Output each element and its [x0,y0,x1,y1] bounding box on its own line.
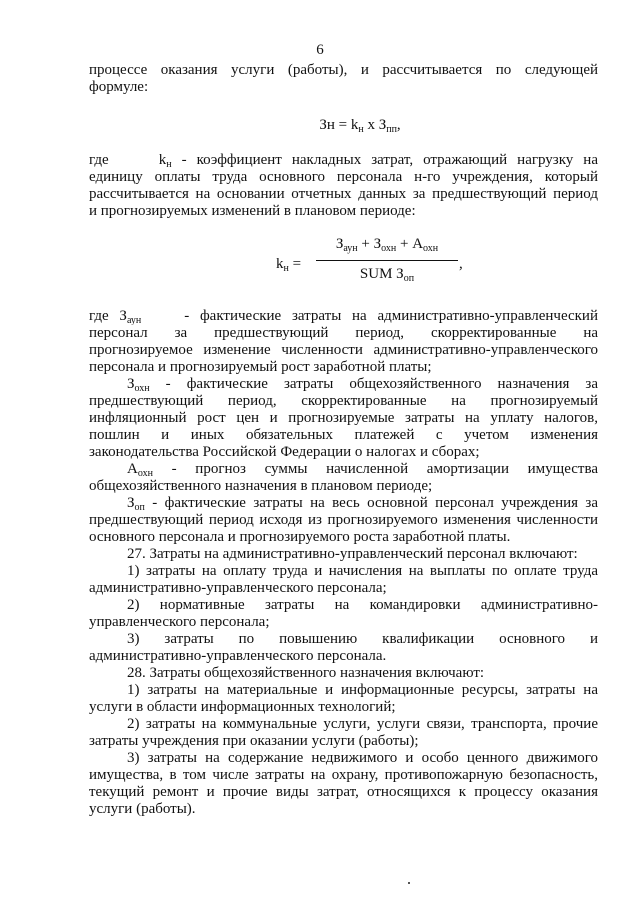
text-line: административно-управленческого персонала; [89,580,387,596]
scan-speck [408,882,410,884]
def-zaun-line [89,308,598,325]
intro-paragraph [89,62,598,96]
fraction-bar [316,260,458,261]
text-line: рассчитывается на основании отчетных данных за предшествующий период [89,186,598,202]
item28-1-line: 1) затраты на материальные и информационные ресурсы, затраты на [127,682,598,698]
symbol: k [276,256,284,272]
kn-definition-paragraph [89,152,598,220]
formula-part: , [396,117,401,133]
symbol: З [127,376,135,392]
item28-2-line: 2) затраты на коммунальные услуги, услуги связи, транспорта, прочие [127,716,598,732]
symbol: А [127,461,138,477]
text-line: и прогнозируемых изменений в плановом периоде: [89,203,416,219]
text-line: затраты учреждения при оказании услуги (работы); [89,733,419,749]
text-line: персонал за предшествующий период, скорректированные на [89,325,598,341]
def-zohn-line [89,376,598,393]
symbol-sub: оп [134,502,145,512]
symbol-sub: н [283,263,289,274]
item28-3-line: 3) затраты на содержание недвижимого и особо ценного движимого [127,750,598,766]
text-line: процессе оказания услуги (работы), и рассчитывается по следующей [89,62,598,78]
definitions-block [89,308,598,818]
formula-sub: н [358,124,364,135]
word: где [89,152,109,168]
item28-heading: 28. Затраты общехозяйственного назначения включают: [127,665,485,681]
symbol-sub: охн [381,243,397,254]
formula-zn [0,117,640,134]
formula-part: х З [363,117,387,133]
text-line: услуги (работы). [89,801,196,817]
def-aohn-line [89,461,598,478]
symbol: SUM З [359,266,404,282]
text-line: имущества, в том числе затраты на охрану, противопожарную безопасность, [89,767,598,783]
symbol: + А [396,236,424,252]
formula-sub: пп [386,124,397,135]
symbol: + З [357,236,382,252]
symbol: = [288,256,302,272]
symbol-sub: н [166,159,172,169]
symbol-sub: охн [423,243,439,254]
word: - коэффициент накладных затрат, отражающий нагрузку на [181,152,598,168]
text-line: управленческого персонала; [89,614,270,630]
text-line: общехозяйственного назначения в плановом периоде; [89,478,433,494]
formula-part: Зн = k [319,117,359,133]
text-line: персонала и прогнозируемый рост заработной платы; [89,359,432,375]
formula-denominator [312,266,462,283]
text-line: административно-управленческого персонала. [89,648,387,664]
text-line: предшествующий период, скорректированные на прогнозируемый [89,393,598,409]
text-line: основного персонала и прогнозируемого роста заработной платы. [89,529,511,545]
item27-3-line: 3) затраты по повышению квалификации основного и [127,631,598,647]
def-zop-line [89,495,598,512]
text-line: предшествующий период исходя из прогнозируемого изменения численности [89,512,598,528]
page-number: 6 [316,42,324,58]
symbol: k [158,152,167,168]
item27-2-line: 2) нормативные затраты на командировки административно- [127,597,598,613]
text-line: инфляционный рост цен и прогнозируемые затраты на уплату налогов, [89,410,598,426]
symbol-sub: охн [134,383,150,393]
formula-comma: , [459,256,463,272]
word: - фактические затраты на весь основной персонал учреждения за [152,495,598,511]
text-line: формуле: [89,79,149,95]
text-line: единицу оплаты труда основного персонала н-го учреждения, который [89,169,598,185]
formula-numerator [312,236,462,253]
text-line: пошлин и иных обязательных платежей с учетом изменения [89,427,598,443]
symbol: где З [89,308,127,324]
symbol: З [335,236,344,252]
text-line: услуги в области информационных технологий; [89,699,396,715]
word: - фактические затраты общехозяйственного назначения за [165,376,598,392]
symbol-sub: аун [343,243,358,254]
symbol-sub: охн [137,468,153,478]
item27-1-line: 1) затраты на оплату труда и начисления на выплаты по оплате труда [127,563,598,579]
formula-kn [276,236,476,286]
word: - фактические затраты на административно-управленческий [184,308,598,324]
symbol: З [127,495,135,511]
text-line [89,152,598,169]
formula-lhs [276,256,301,273]
word: - прогноз суммы начисленной амортизации имущества [171,461,598,477]
symbol-sub: аун [126,315,142,325]
text-line: прогнозируемое изменение численности административно-управленческого [89,342,598,358]
symbol-sub: оп [403,273,415,284]
text-line: законодательства Российской Федерации о налогах и сборах; [89,444,480,460]
item27-heading: 27. Затраты на административно-управленческий персонал включают: [127,546,578,562]
text-line: текущий ремонт и прочие виды затрат, относящихся к процессу оказания [89,784,598,800]
